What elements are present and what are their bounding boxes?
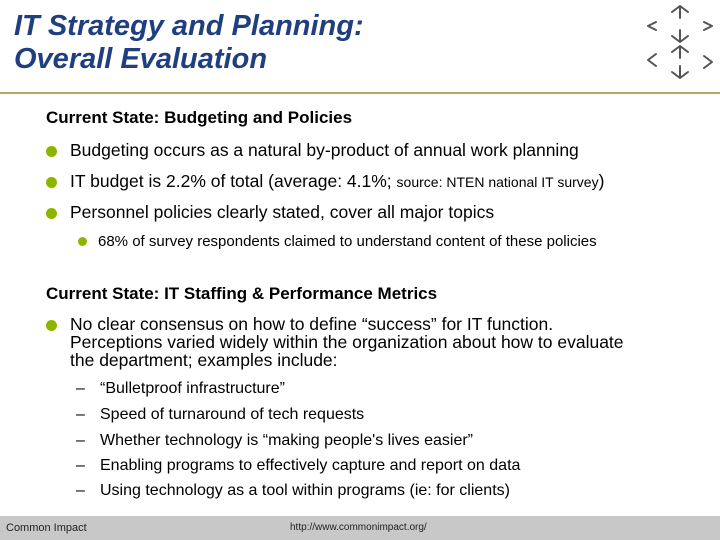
bullet-source: source: NTEN national IT survey <box>396 174 599 190</box>
page-title <box>14 10 364 76</box>
list-item <box>76 406 364 424</box>
example-text: “Bulletproof infrastructure” <box>100 380 285 397</box>
bullet-close-paren: ) <box>598 171 605 191</box>
bullet-text: Personnel policies clearly stated, cover all major topics <box>70 202 495 222</box>
list-item <box>76 482 510 500</box>
bullet-text-line-1: No clear consensus on how to define “success” for IT function. <box>70 314 554 334</box>
bullet-dot-icon <box>46 320 57 331</box>
dash-marker: – <box>76 406 85 423</box>
sub-bullet-dot-icon <box>78 237 87 246</box>
bullet-text-line-3: the department; examples include: <box>70 350 338 370</box>
dash-marker: – <box>76 482 85 499</box>
list-item <box>76 380 285 398</box>
dash-marker: – <box>76 432 85 449</box>
section-heading-budgeting: Current State: Budgeting and Policies <box>46 108 353 127</box>
example-text: Using technology as a tool within programs (ie: for clients) <box>100 482 510 499</box>
bullet-text-main: IT budget is 2.2% of total (average: 4.1%; <box>70 171 397 191</box>
example-text: Whether technology is “making people's lives easier” <box>100 432 474 449</box>
footer-org: Common Impact <box>6 522 87 534</box>
sub-bullet-text: 68% of survey respondents claimed to understand content of these policies <box>98 233 597 250</box>
example-text: Speed of turnaround of tech requests <box>100 406 365 423</box>
section-heading-staffing: Current State: IT Staffing & Performance Metrics <box>46 284 438 303</box>
dash-marker: – <box>76 380 85 397</box>
bullet-dot-icon <box>46 146 57 157</box>
footer-url: http://www.commonimpact.org/ <box>290 522 427 533</box>
list-item <box>76 432 473 450</box>
bullet-text-line-2: Perceptions varied widely within the organization about how to evaluate <box>70 332 624 352</box>
list-item <box>76 457 520 475</box>
title-line-1: IT Strategy and Planning: <box>14 10 364 42</box>
bullet-dot-icon <box>46 177 57 188</box>
title-divider <box>0 92 720 94</box>
bullet-text <box>70 172 604 191</box>
arrows-logo-icon <box>642 4 718 84</box>
title-line-2: Overall Evaluation <box>14 43 268 75</box>
dash-marker: – <box>76 457 85 474</box>
example-text: Enabling programs to effectively capture and report on data <box>100 457 521 474</box>
footer-bar <box>0 516 720 540</box>
bullet-dot-icon <box>46 208 57 219</box>
bullet-text: Budgeting occurs as a natural by-product of annual work planning <box>70 140 579 160</box>
